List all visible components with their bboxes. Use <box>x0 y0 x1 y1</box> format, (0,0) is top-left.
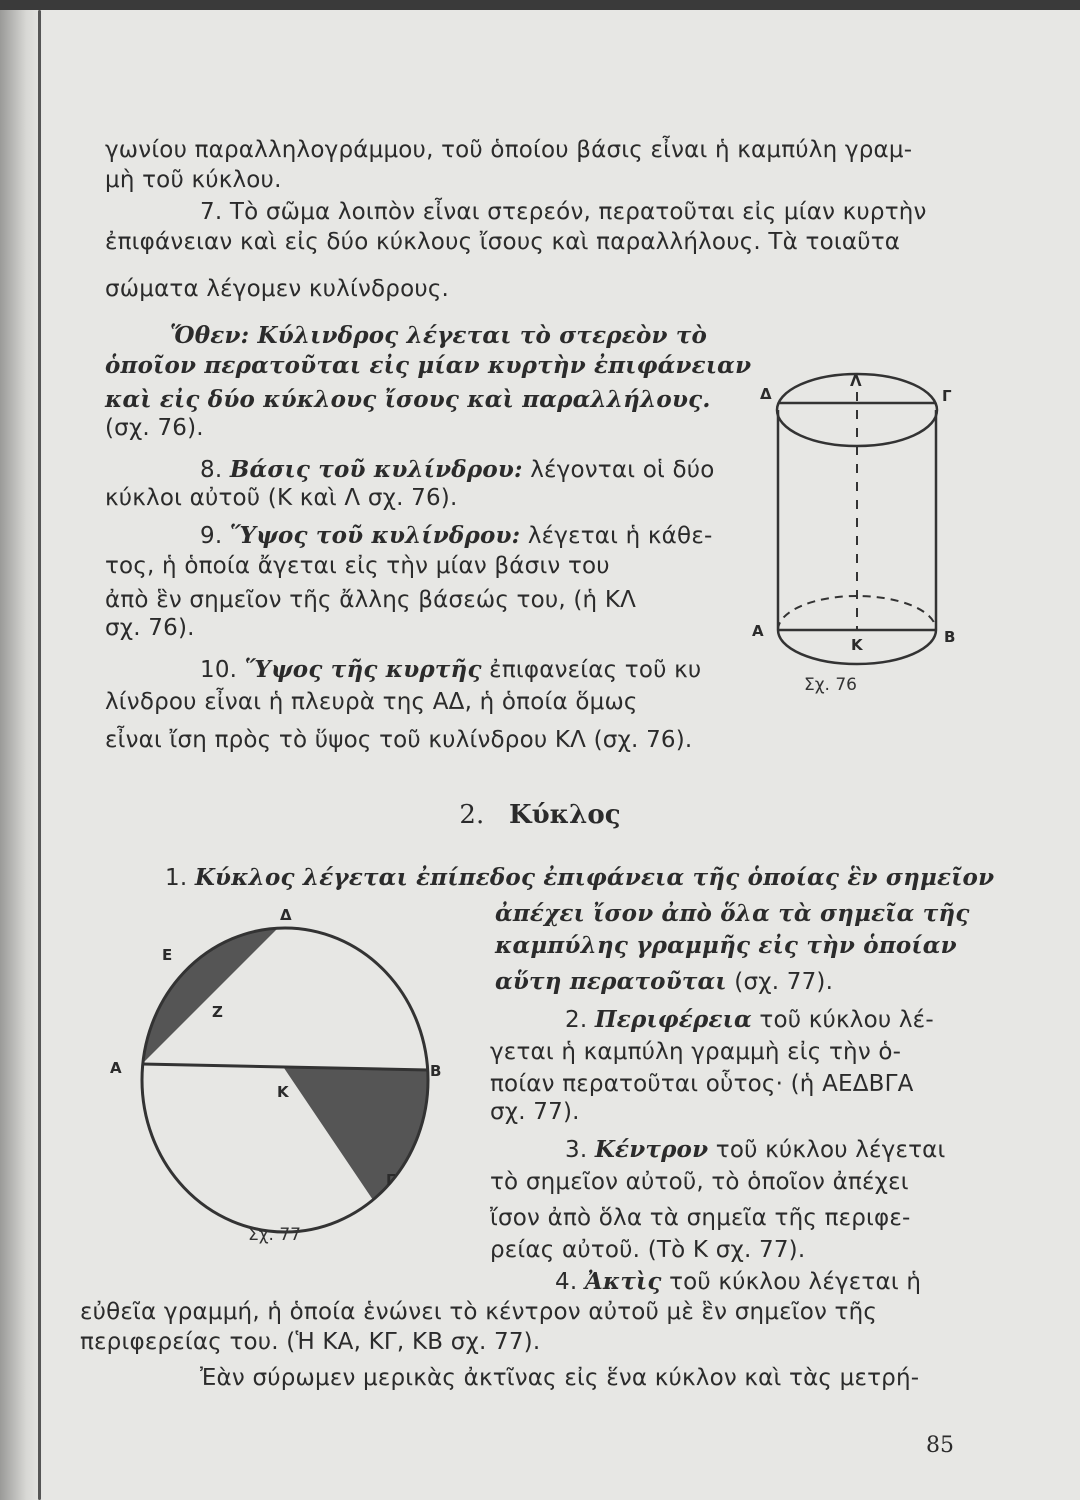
text-segment: 9. <box>200 523 230 549</box>
label-G: Γ <box>942 387 952 405</box>
text-segment: 4. <box>555 1269 585 1295</box>
label-K: Κ <box>277 1083 289 1101</box>
emphasized-term: Ὅθεν: Κύλινδρος λέγεται τὸ στερεὸν τὸ <box>170 322 708 349</box>
label-B: Β <box>944 628 956 646</box>
text-segment: λέγεται ἡ κάθε- <box>520 523 713 549</box>
page-number: 85 <box>926 1433 954 1458</box>
emphasized-term: καὶ εἰς δύο κύκλους ἴσους καὶ παραλλήλους. <box>105 386 711 413</box>
text-segment: τὸ σημεῖον αὐτοῦ, τὸ ὁποῖον ἀπέχει <box>490 1169 909 1195</box>
text-segment: γωνίου παραλληλογράμμου, τοῦ ὁποίου βάσις εἶναι ἡ καμπύλη γραμ- <box>105 137 913 163</box>
label-Z: Ζ <box>212 1003 223 1021</box>
label-A: Α <box>110 1059 122 1077</box>
figure-76-cylinder <box>777 374 937 664</box>
section-title: Κύκλος <box>509 800 621 830</box>
text-segment: ἴσον ἀπὸ ὅλα τὰ σημεῖα τῆς περιφε- <box>490 1205 911 1231</box>
emphasized-term: Ἀκτὶς <box>584 1268 662 1295</box>
text-segment: ἐπιφανείας τοῦ κυ <box>481 657 702 683</box>
text-segment: εἶναι ἴση πρὸς τὸ ὕψος τοῦ κυλίνδρου ΚΛ (σχ. 76). <box>105 727 693 753</box>
emphasized-term: ἀπέχει ἴσον ἀπὸ ὅλα τὰ σημεῖα τῆς <box>495 900 970 927</box>
text-segment: ποίαν περατοῦται οὗτος· (ἡ ΑΕΔΒΓΑ <box>490 1071 914 1097</box>
label-A: Α <box>752 622 764 640</box>
emphasized-term: ὁποῖον περατοῦται εἰς μίαν κυρτὴν ἐπιφάνειαν <box>105 352 752 379</box>
text-segment: ἐπιφάνειαν καὶ εἰς δύο κύκλους ἴσους καὶ παραλλήλους. Τὰ τοιαῦτα <box>105 229 901 255</box>
emphasized-term: αὕτη περατοῦται <box>495 968 727 995</box>
label-E: Ε <box>162 946 173 964</box>
emphasized-term: Ὕψος τῆς κυρτῆς <box>244 656 482 683</box>
text-segment: σχ. 76). <box>105 615 195 641</box>
section-number: 2. <box>459 800 485 830</box>
text-segment: ρείας αὐτοῦ. (Τὸ Κ σχ. 77). <box>490 1237 806 1263</box>
text-segment: εὐθεῖα γραμμή, ἡ ὁποία ἑνώνει τὸ κέντρον αὐτοῦ μὲ ἓν σημεῖον τῆς <box>80 1299 878 1325</box>
text-segment: 10. <box>200 657 245 683</box>
text-segment: 1. <box>165 865 195 891</box>
label-B: Β <box>430 1062 442 1080</box>
text-segment: (σχ. 76). <box>105 415 204 441</box>
emphasized-term: Περιφέρεια <box>594 1006 752 1033</box>
text-segment: τος, ἡ ὁποία ἄγεται εἰς τὴν μίαν βάσιν του <box>105 553 610 579</box>
text-segment: λίνδρου εἶναι ἡ πλευρὰ της ΑΔ, ἡ ὁποία ὅμως <box>105 689 638 715</box>
text-segment: 7. Τὸ σῶμα λοιπὸν εἶναι στερεόν, περατοῦται εἰς μίαν κυρτὴν <box>200 199 927 225</box>
text-segment: σώματα λέγομεν κυλίνδρους. <box>105 276 450 302</box>
emphasized-term: Κύκλος λέγεται ἐπίπεδος ἐπιφάνεια τῆς ὁποίας ἓν σημεῖον <box>194 864 995 891</box>
shaded-sector-KBG <box>284 1068 428 1200</box>
figure-77-caption: Σχ. 77 <box>248 1225 302 1245</box>
emphasized-term: Κέντρον <box>594 1136 709 1163</box>
text-segment: 2. <box>565 1007 595 1033</box>
text-segment: κύκλοι αὐτοῦ (Κ καὶ Λ σχ. 76). <box>105 485 458 511</box>
text-segment: ἀπὸ ἓν σημεῖον τῆς ἄλλης βάσεώς του, (ἡ ΚΛ <box>105 587 637 613</box>
text-segment: (σχ. 77). <box>726 969 834 995</box>
label-D: Δ <box>280 906 292 924</box>
text-segment: τοῦ κύκλου λέ- <box>751 1007 934 1033</box>
text-segment: περιφερείας του. (Ἡ ΚΑ, ΚΓ, ΚΒ σχ. 77). <box>80 1329 541 1355</box>
label-L: Λ <box>850 372 862 390</box>
emphasized-term: Βάσις τοῦ κυλίνδρου: <box>229 456 523 483</box>
text-segment: 3. <box>565 1137 595 1163</box>
text-segment: λέγονται οἱ δύο <box>522 457 715 483</box>
text-segment: γεται ἡ καμπύλη γραμμὴ εἰς τὴν ὁ- <box>490 1039 902 1065</box>
text-segment: 8. <box>200 457 230 483</box>
figure-76-caption: Σχ. 76 <box>804 675 858 695</box>
label-K: Κ <box>851 636 863 654</box>
text-segment: τοῦ κύκλου λέγεται ἡ <box>661 1269 922 1295</box>
label-G: Γ <box>386 1171 396 1189</box>
emphasized-term: καμπύλης γραμμῆς εἰς τὴν ὁποίαν <box>495 932 957 959</box>
text-segment: μὴ τοῦ κύκλου. <box>105 167 282 193</box>
emphasized-term: Ὕψος τοῦ κυλίνδρου: <box>229 522 521 549</box>
text-segment: Ἐὰν σύρωμεν μερικὰς ἀκτῖνας εἰς ἕνα κύκλον καὶ τὰς μετρή- <box>200 1365 920 1391</box>
text-segment: σχ. 77). <box>490 1099 580 1125</box>
label-D: Δ <box>760 385 772 403</box>
text-segment: τοῦ κύκλου λέγεται <box>708 1137 946 1163</box>
